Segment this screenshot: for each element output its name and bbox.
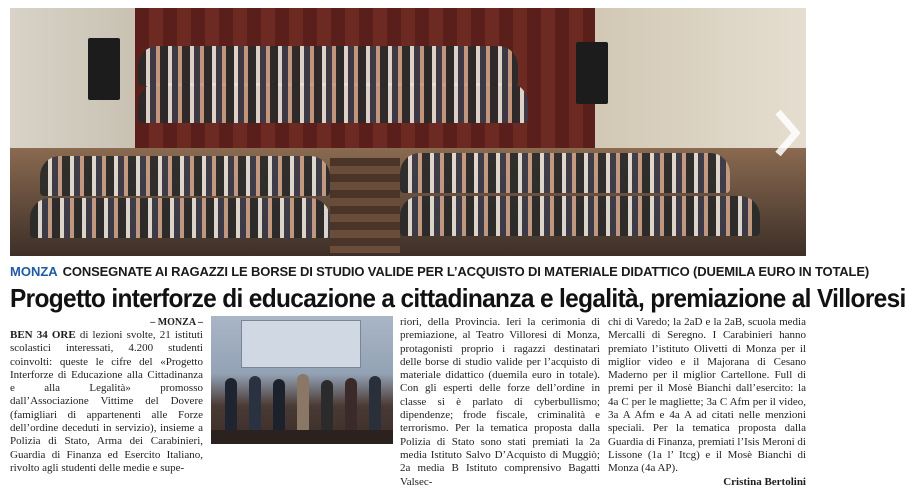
subhead: CONSEGNATE AI RAGAZZI LE BORSE DI STUDIO VALIDE PER L’ACQUISTO DI MATERIALE DIDATTICO (DUEMILA EURO IN TOTALE) [62,264,870,279]
photo-stage-steps [330,158,400,253]
headline: Progetto interforze di educazione a cittadinanza e legalità, premiazione al Villoresi [10,283,906,313]
column-1-text: di lezioni svolte, 21 istituti scolastici interessati, 4.200 studenti coinvolti: queste le cifre del «Progetto Interforze di Educazione alla Cittadinanza e alla Legalità» promosso dall’Associazione Vittime del Dovere (famigliari di appartenenti alle Forze dell’ordine deceduti in servizio), insieme a Polizia di Stato, Arma dei Carabinieri, Guardia di Finanza ed Esercito Italiano, rivolto agli studenti delle medie e supe- [10,329,203,474]
author-signature: Cristina Bertolini [723,475,806,488]
main-photo [10,8,806,256]
next-image-button[interactable] [770,103,804,163]
photo-crowd-back [138,46,518,86]
column-3-text: chi di Varedo; la 2aD e la 2aB, scuola media Mercalli di Seregno. I Carabinieri hanno premiato l’istituto Olivetti di Monza per il miglior video e il Majorana di Cesano Maderno per il miglior Cartellone. Full di premi per il Mosè Bianchi dall’esercito: la 4a C per le magliette; 3a C Afm per il video, 3a A Afm e 4a A ad citati nelle menzioni speciali. Per la tematica proposta dalla Guardia di Finanza, premiati l’Isis Meroni di Lissone (1a l’ Itcg) e il Mosè Bianchi di Monza (4a AP). [608,316,806,475]
photo-speaker-right [576,42,608,104]
photo-crowd-front-right [400,153,730,193]
column-2-text: riori, della Provincia. Ieri la cerimonia di premiazione, al Teatro Villoresi di Monza, protagonisti proprio i ragazzi destinatari delle borse di studio valide per l’acquisto di materiale didattico (duemila euro in totale). Con gli esperti delle forze dell’ordine in classe si è parlato di cyberbullismo; dipendenze; frode fiscale, criminalità e terrorismo. Per la tematica proposta dalla Polizia di Stato sono stati premiati la 2a media Istituto Salvo D’Acquisto di Muggiò; 2a media B Istituto comprensivo Bagatti Valsec- [400,316,600,488]
article-column-3 [608,316,806,489]
photo-projection-screen [241,320,361,368]
article-column-1 [10,316,203,475]
photo-person [345,378,357,436]
photo-person [249,376,261,436]
photo-crowd-back-2 [138,83,528,123]
lead-text: BEN 34 ORE [10,329,76,341]
dateline: – MONZA – [150,317,203,328]
article-column-2 [400,316,600,489]
chevron-right-icon [772,106,802,160]
photo-crowd-front-left [40,156,330,196]
photo-person [273,379,285,436]
kicker-location: MONZA [10,264,58,279]
photo-speaker-left [88,38,120,100]
photo-crowd-front-left-2 [30,198,330,238]
kicker-line [10,264,870,280]
award-photo [211,316,393,444]
photo-crowd-front-right-2 [400,196,760,236]
photo-stage-table [211,430,393,444]
photo-person [369,376,381,436]
photo-person [297,374,309,436]
photo-person [225,378,237,436]
photo-person [321,380,333,436]
